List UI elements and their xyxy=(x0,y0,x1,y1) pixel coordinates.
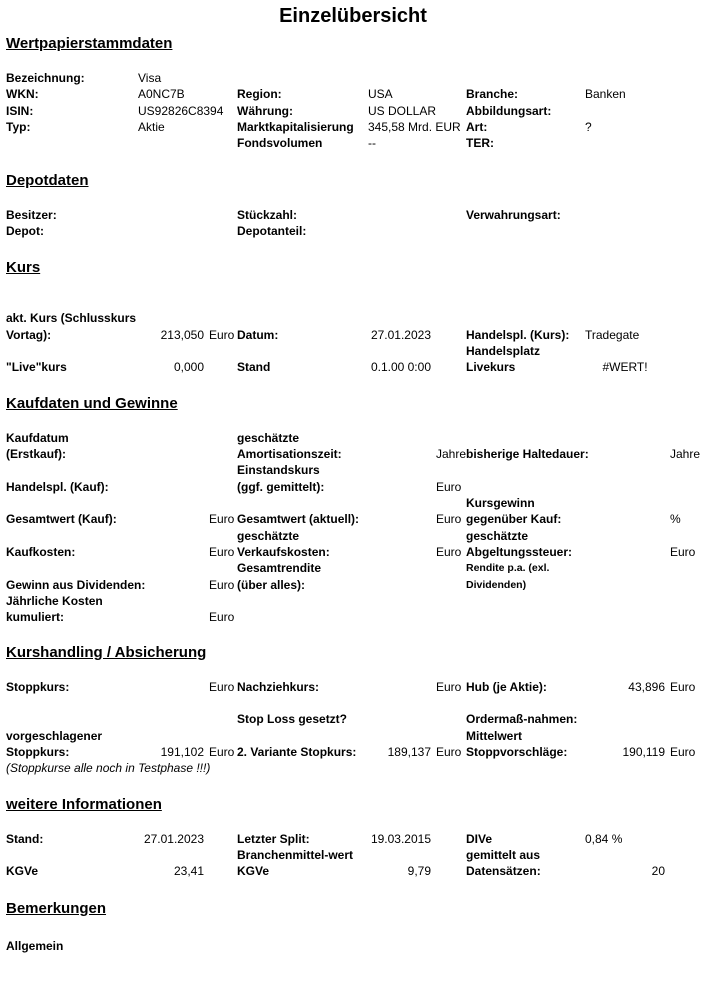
field-unit: Euro xyxy=(209,577,235,592)
field-row xyxy=(0,359,706,375)
field-row xyxy=(0,310,706,326)
field-label: (ggf. gemittelt): xyxy=(237,479,325,494)
field-row xyxy=(0,711,706,727)
field-label: TER: xyxy=(466,136,494,151)
field-label: KGVe xyxy=(6,864,39,879)
field-label: geschätzte xyxy=(466,528,529,543)
field-row xyxy=(0,86,706,102)
field-label: Letzter Split: xyxy=(237,831,310,846)
field-row xyxy=(0,831,706,847)
field-label: Branchenmittel-wert xyxy=(237,847,354,862)
field-label: "Live"kurs xyxy=(6,360,67,375)
field-row xyxy=(0,103,706,119)
field-row xyxy=(0,544,706,560)
field-unit: Euro xyxy=(209,610,235,625)
field-label: Hub (je Aktie): xyxy=(466,679,547,694)
field-label: Typ: xyxy=(6,119,31,134)
field-label: Rendite p.a. (exl. xyxy=(466,562,550,575)
field-label: geschätzte xyxy=(237,430,300,445)
field-unit: Euro xyxy=(209,327,235,342)
field-unit: Jahre xyxy=(436,446,467,461)
section-heading-bemerkungen: Bemerkungen xyxy=(6,899,107,917)
field-label: Stop Loss gesetzt? xyxy=(237,712,348,727)
field-row xyxy=(0,760,706,776)
field-unit: % xyxy=(670,512,681,527)
field-value: 19.03.2015 xyxy=(370,831,431,846)
field-unit: Euro xyxy=(670,544,696,559)
field-label: Mittelwert xyxy=(466,728,523,743)
field-unit: Euro xyxy=(436,744,462,759)
field-row xyxy=(0,207,706,223)
field-row xyxy=(0,863,706,879)
field-label: Abbildungsart: xyxy=(466,103,552,118)
section-heading-wertpapierstammdaten: Wertpapierstammdaten xyxy=(6,35,173,52)
field-label: 2. Variante Stopkurs: xyxy=(237,744,357,759)
field-value: Visa xyxy=(138,71,162,85)
section-rows xyxy=(0,310,706,375)
field-unit: Euro xyxy=(209,744,235,759)
section-rows xyxy=(0,70,706,152)
field-label: gegenüber Kauf: xyxy=(466,512,562,527)
field-label: Ordermaß-nahmen: xyxy=(466,712,578,727)
field-row xyxy=(0,511,706,527)
field-value: 191,102 xyxy=(160,744,204,759)
field-unit: Euro xyxy=(209,544,235,559)
field-label: Depotanteil: xyxy=(237,223,307,238)
section-rows xyxy=(0,831,706,880)
section-rows xyxy=(0,207,706,240)
field-label: Branche: xyxy=(466,87,519,102)
field-row xyxy=(0,744,706,760)
field-label: Handelsplatz xyxy=(466,343,541,358)
field-label: Bezeichnung: xyxy=(6,71,85,85)
field-unit: Euro xyxy=(670,744,696,759)
report-page xyxy=(0,5,706,1003)
field-label: Einstandskurs xyxy=(237,463,320,478)
field-row xyxy=(0,695,706,711)
field-value: 213,050 xyxy=(160,327,204,342)
field-row xyxy=(0,70,706,86)
section-weitere xyxy=(0,795,706,880)
field-label: Handelspl. (Kauf): xyxy=(6,479,109,494)
field-value: 0,000 xyxy=(173,360,204,375)
section-rows xyxy=(0,430,706,626)
field-value: 23,41 xyxy=(173,864,204,879)
field-label: Nachziehkurs: xyxy=(237,679,320,694)
field-label: Dividenden) xyxy=(466,578,527,591)
field-unit: Euro xyxy=(436,512,462,527)
field-unit: Euro xyxy=(436,479,462,494)
field-unit: Euro xyxy=(209,512,235,527)
field-row xyxy=(0,430,706,446)
field-row xyxy=(0,609,706,625)
field-label: Kaufkosten: xyxy=(6,544,76,559)
field-label: Stückzahl: xyxy=(237,207,298,222)
section-heading-kurshandling: Kurshandling / Absicherung xyxy=(6,643,207,661)
field-value: 43,896 xyxy=(628,679,665,694)
field-label: Gesamtwert (Kauf): xyxy=(6,512,117,527)
field-row xyxy=(0,593,706,609)
section-depotdaten xyxy=(0,171,706,240)
testphase-note: (Stoppkurse alle noch in Testphase !!!) xyxy=(6,761,211,776)
field-unit: Euro xyxy=(670,679,696,694)
field-label: Kaufdatum xyxy=(6,430,69,445)
field-label: (Erstkauf): xyxy=(6,446,67,461)
field-value: Aktie xyxy=(138,119,165,134)
field-row xyxy=(0,223,706,239)
field-label: Stoppkurs: xyxy=(6,744,70,759)
field-row xyxy=(0,119,706,135)
field-row xyxy=(0,446,706,462)
field-label: KGVe xyxy=(237,864,270,879)
field-row xyxy=(0,847,706,863)
field-label: gemittelt aus xyxy=(466,847,541,862)
field-label: vorgeschlagener xyxy=(6,728,103,743)
field-row xyxy=(0,577,706,593)
field-label: Datensätzen: xyxy=(466,864,541,879)
page-title: Einzelübersicht xyxy=(279,5,427,27)
field-row xyxy=(0,495,706,511)
field-value: 190,119 xyxy=(622,744,665,759)
section-bemerkungen xyxy=(0,899,706,954)
field-label: Fondsvolumen xyxy=(237,136,323,151)
field-label: Vortag): xyxy=(6,327,52,342)
section-wertpapierstammdaten xyxy=(0,34,706,152)
field-unit: Euro xyxy=(436,679,462,694)
field-row xyxy=(0,728,706,744)
section-kaufdaten xyxy=(0,394,706,626)
field-value: 9,79 xyxy=(407,864,431,879)
field-row xyxy=(0,679,706,695)
field-row xyxy=(0,135,706,151)
field-value: 0.1.00 0:00 xyxy=(370,360,431,375)
field-row xyxy=(0,479,706,495)
field-value: Banken xyxy=(585,87,626,102)
field-label: Allgemein xyxy=(6,938,64,953)
field-row xyxy=(0,327,706,343)
section-kurshandling xyxy=(0,643,706,777)
field-label: Stoppkurs: xyxy=(6,679,70,694)
field-label: Handelspl. (Kurs): xyxy=(466,327,570,342)
field-label: Amortisationszeit: xyxy=(237,446,342,461)
field-label: Stand xyxy=(237,360,271,375)
section-heading-kaufdaten: Kaufdaten und Gewinne xyxy=(6,394,178,412)
field-label: Abgeltungssteuer: xyxy=(466,544,573,559)
field-value: Tradegate xyxy=(585,327,640,342)
field-label: akt. Kurs (Schlusskurs xyxy=(6,311,137,326)
field-row xyxy=(0,528,706,544)
field-label: Verkaufskosten: xyxy=(237,544,330,559)
field-label: Region: xyxy=(237,87,282,102)
field-label: Marktkapitalisierung xyxy=(237,119,354,134)
field-label: Stand: xyxy=(6,831,44,846)
report-body xyxy=(0,34,706,954)
field-label: kumuliert: xyxy=(6,610,65,625)
field-value: US92826C8394 xyxy=(138,103,224,118)
field-value: 20 xyxy=(651,864,665,879)
section-heading-depotdaten: Depotdaten xyxy=(6,171,89,189)
field-value: -- xyxy=(368,136,376,151)
field-label: Livekurs xyxy=(466,360,516,375)
field-unit: Euro xyxy=(209,679,235,694)
field-row xyxy=(0,938,706,954)
section-heading-weitere: weitere Informationen xyxy=(6,795,162,813)
field-label: bisherige Haltedauer: xyxy=(466,446,589,461)
field-label: Stoppvorschläge: xyxy=(466,744,568,759)
field-label: Besitzer: xyxy=(6,207,57,222)
field-value: US DOLLAR xyxy=(368,103,437,118)
field-label: Art: xyxy=(466,119,488,134)
field-label: Gewinn aus Dividenden: xyxy=(6,577,146,592)
field-label: Währung: xyxy=(237,103,293,118)
section-heading-kurs: Kurs xyxy=(6,259,41,277)
field-label: WKN: xyxy=(6,87,39,102)
field-value: #WERT! xyxy=(602,360,648,375)
field-row xyxy=(0,560,706,576)
field-label: Datum: xyxy=(237,327,279,342)
field-value: USA xyxy=(368,87,393,102)
field-value: 345,58 Mrd. EUR xyxy=(368,119,461,134)
field-label: Jährliche Kosten xyxy=(6,593,103,608)
field-label: Verwahrungsart: xyxy=(466,207,561,222)
field-value: 27.01.2023 xyxy=(370,327,431,342)
field-row xyxy=(0,343,706,359)
field-value: 0,84 % xyxy=(585,831,623,846)
field-label: geschätzte xyxy=(237,528,300,543)
field-label: Kursgewinn xyxy=(466,495,535,510)
field-row xyxy=(0,462,706,478)
field-label: Gesamtrendite xyxy=(237,561,322,576)
section-kurs xyxy=(0,258,706,375)
section-rows xyxy=(0,938,706,954)
field-label: (über alles): xyxy=(237,577,306,592)
field-label: ISIN: xyxy=(6,103,34,118)
field-value: 27.01.2023 xyxy=(143,831,204,846)
section-rows xyxy=(0,679,706,777)
field-unit: Euro xyxy=(436,544,462,559)
field-unit: Jahre xyxy=(670,446,701,461)
field-value: 189,137 xyxy=(387,744,431,759)
field-label: DIVe xyxy=(466,831,493,846)
field-value: A0NC7B xyxy=(138,87,185,102)
field-label: Depot: xyxy=(6,223,44,238)
field-value: ? xyxy=(585,119,592,134)
field-label: Gesamtwert (aktuell): xyxy=(237,512,360,527)
